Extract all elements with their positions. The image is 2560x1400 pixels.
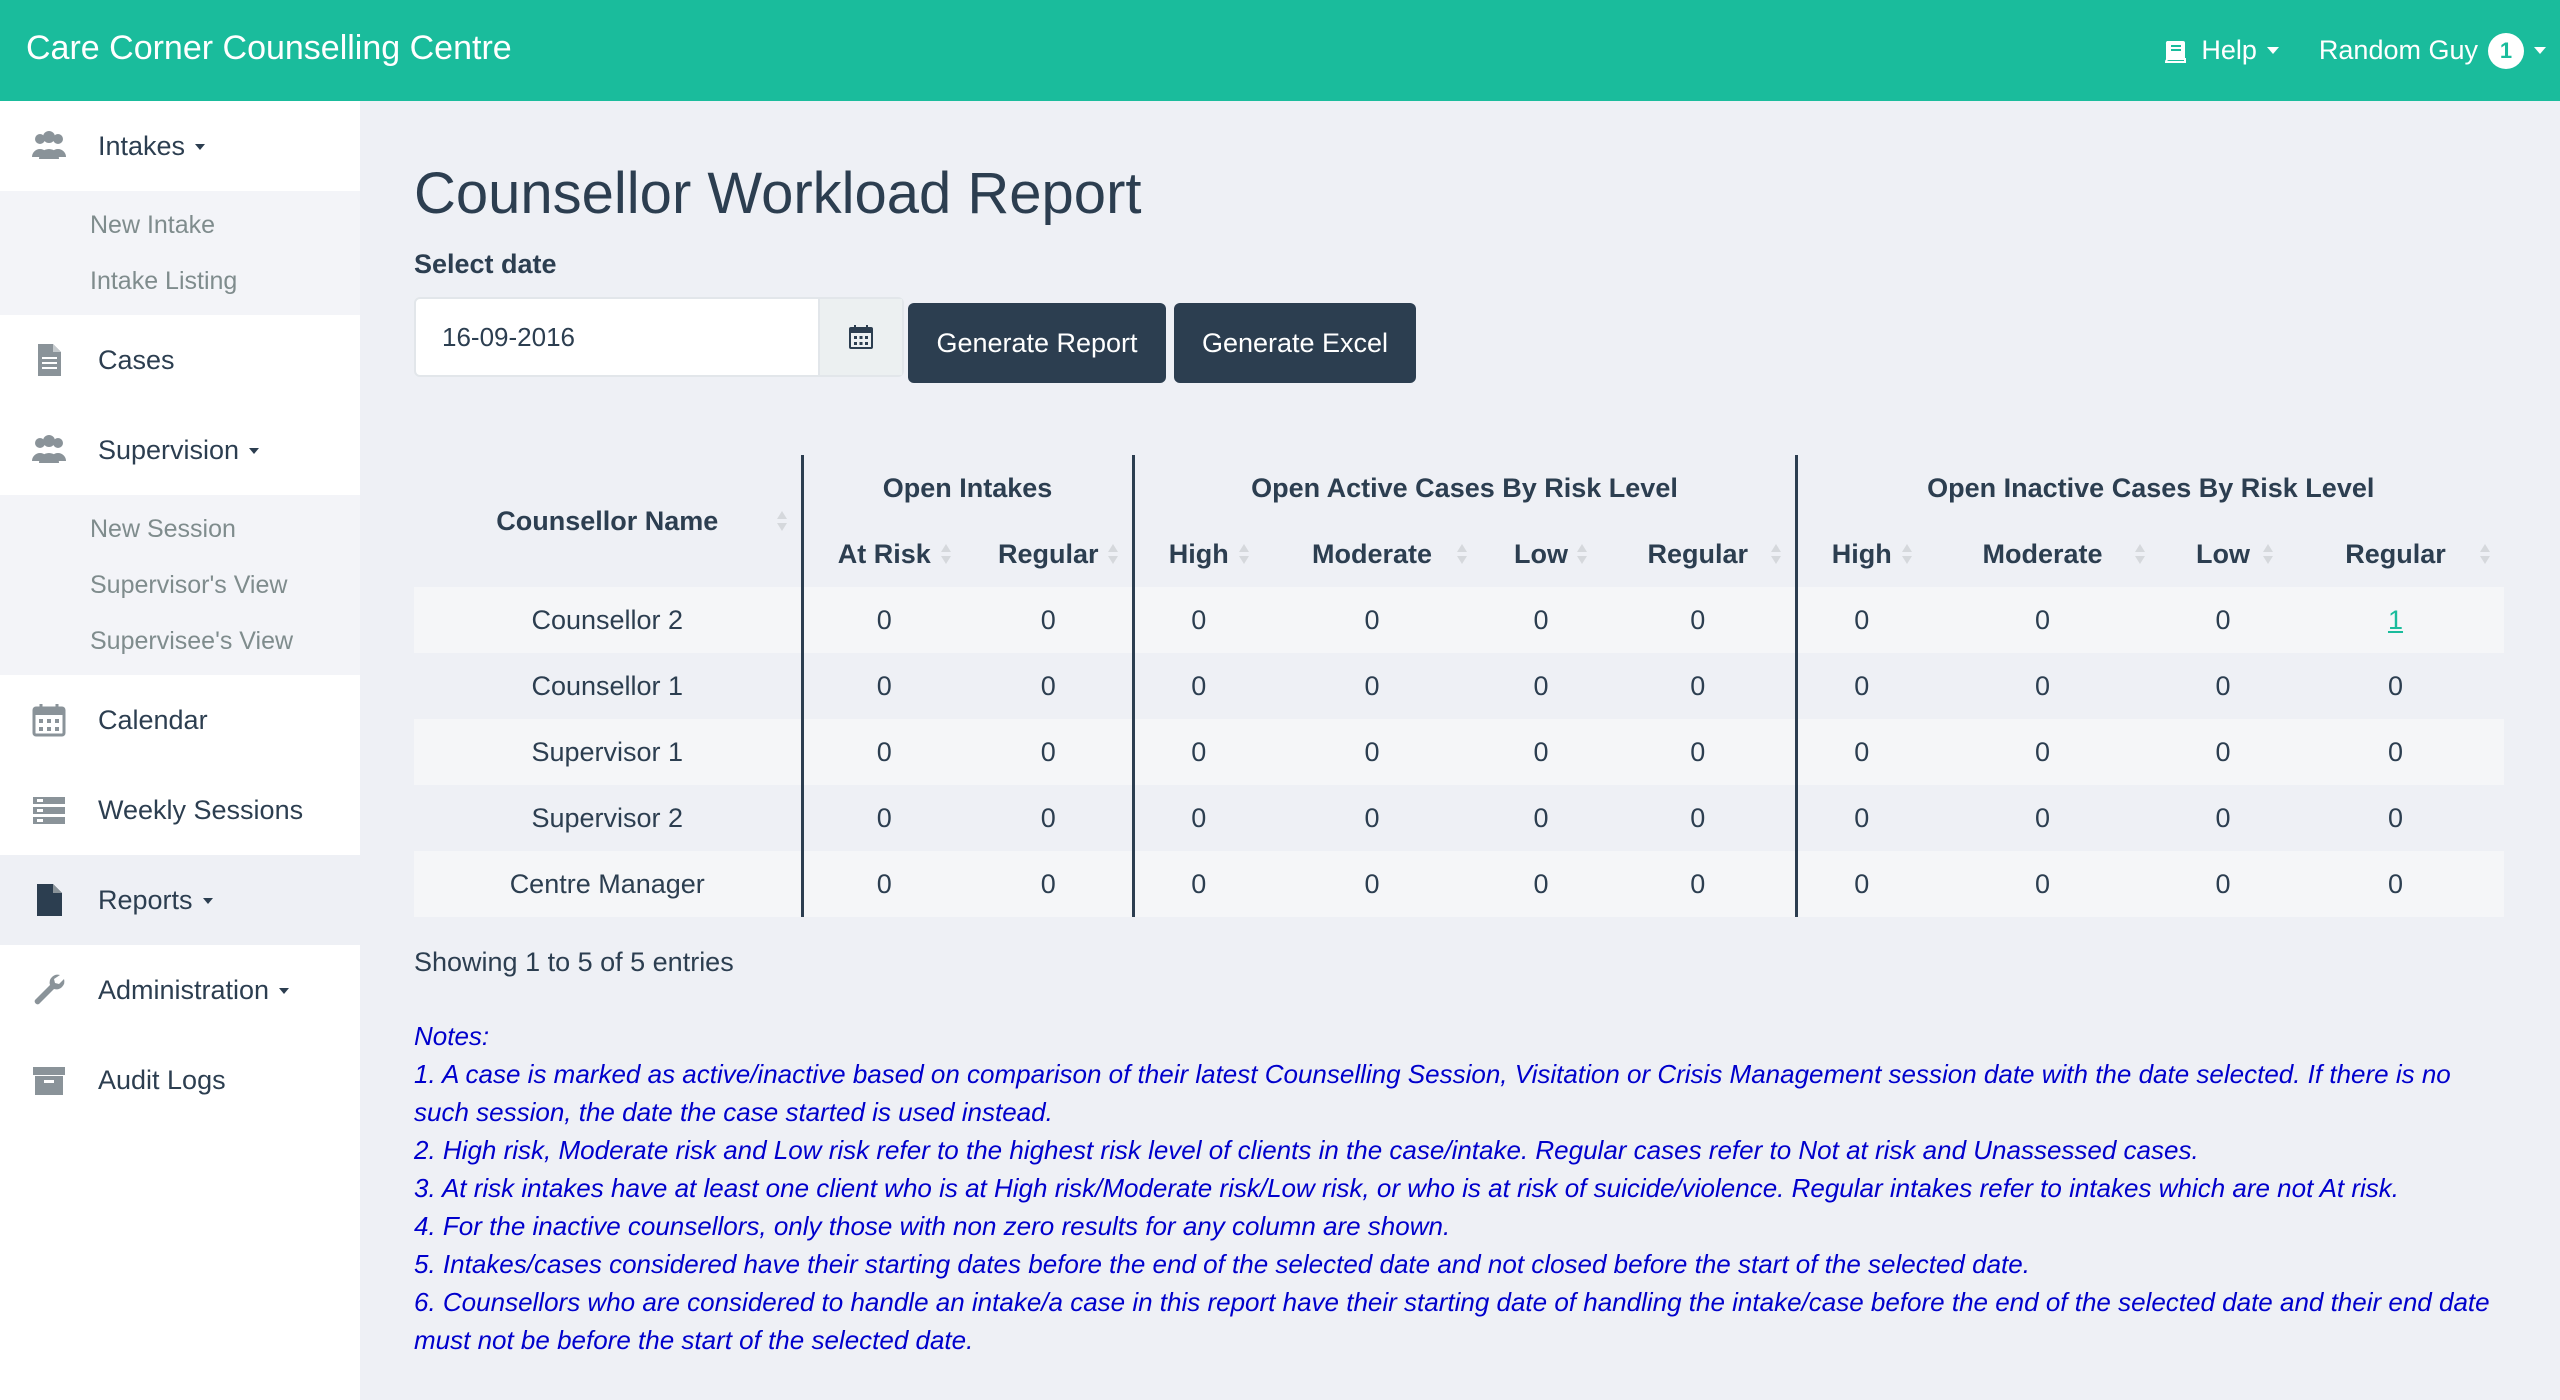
wrench-icon: [30, 971, 68, 1009]
supervision-submenu: [0, 495, 360, 675]
cell-value: 0: [2159, 851, 2287, 917]
calendar-icon: [848, 324, 874, 350]
sidebar-item-label: Calendar: [98, 704, 208, 735]
date-label: Select date: [414, 249, 557, 279]
cell-counsellor-name: Counsellor 2: [414, 587, 802, 653]
sidebar-item-label: Cases: [98, 344, 175, 375]
column-header-active-regular[interactable]: Regular: [1601, 521, 1796, 587]
main-content: [360, 101, 2560, 1400]
cell-value: 0: [1601, 587, 1796, 653]
cell-value: 0: [802, 653, 965, 719]
user-name: Random Guy: [2318, 35, 2478, 65]
cell-value: 0: [1796, 851, 1926, 917]
cell-value: 0: [2287, 653, 2504, 719]
workload-table: [414, 455, 2504, 917]
cell-value: 0: [1133, 587, 1263, 653]
sidebar-item-label: Supervision: [98, 434, 240, 465]
sort-icon: [1769, 542, 1783, 566]
sidebar: [0, 101, 360, 1400]
cell-value: 0: [1796, 719, 1926, 785]
users-icon: [30, 431, 68, 469]
column-header-inactive-regular[interactable]: Regular: [2287, 521, 2504, 587]
user-menu[interactable]: [2319, 33, 2546, 69]
note-item: 6. Counsellors who are considered to handle an intake/a case in this report have their starting date of handling the intake/case before the end of the selected date and their end date must not be before the start of the selected date.: [414, 1287, 2490, 1355]
sidebar-item-cases[interactable]: [0, 315, 360, 405]
cell-counsellor-name: Supervisor 2: [414, 785, 802, 851]
cell-value: 0: [2159, 587, 2287, 653]
chevron-down-icon: [203, 898, 213, 904]
date-picker-button[interactable]: [818, 299, 902, 375]
cell-value: 0: [965, 587, 1133, 653]
cell-value: 0: [1926, 653, 2159, 719]
sidebar-item-weekly-sessions[interactable]: [0, 765, 360, 855]
cell-value: 0: [2287, 851, 2504, 917]
chevron-down-icon: [195, 144, 205, 150]
cell-value: 0: [2159, 653, 2287, 719]
cell-value: 0: [2287, 785, 2504, 851]
help-menu[interactable]: [2161, 35, 2279, 66]
column-header-inactive-low[interactable]: Low: [2159, 521, 2287, 587]
table-row: [414, 785, 2504, 851]
sidebar-subitem-supervisees-view[interactable]: Supervisee's View: [90, 627, 294, 655]
sidebar-item-reports[interactable]: [0, 855, 360, 945]
file-icon: [30, 881, 68, 919]
intakes-submenu: [0, 191, 360, 315]
case-count-link[interactable]: 1: [2387, 604, 2404, 635]
sidebar-item-audit-logs[interactable]: [0, 1035, 360, 1125]
sidebar-item-label: Administration: [98, 974, 270, 1005]
list-icon: [30, 791, 68, 829]
cell-value-link-cell: [2287, 587, 2504, 653]
notification-badge: 1: [2488, 33, 2524, 69]
column-header-active-high[interactable]: High: [1133, 521, 1263, 587]
cell-value: 0: [1133, 719, 1263, 785]
cell-counsellor-name: Centre Manager: [414, 851, 802, 917]
sort-icon: [2478, 542, 2492, 566]
cell-value: 0: [1796, 587, 1926, 653]
chevron-down-icon: [249, 448, 259, 454]
note-item: 1. A case is marked as active/inactive based on comparison of their latest Counselling Session, Visitation or Crisis Management session date with the date selected. If there is no such session, the date the case started is used instead.: [414, 1059, 2451, 1127]
sidebar-item-calendar[interactable]: [0, 675, 360, 765]
sort-icon: [1575, 542, 1589, 566]
document-icon: [30, 341, 68, 379]
column-header-active-low[interactable]: Low: [1481, 521, 1601, 587]
sort-icon: [775, 509, 789, 533]
column-header-counsellor-name[interactable]: Counsellor Name: [414, 455, 802, 587]
cell-value: 0: [1926, 587, 2159, 653]
cell-value: 0: [1796, 785, 1926, 851]
sidebar-subitem-supervisors-view[interactable]: Supervisor's View: [90, 571, 288, 599]
cell-value: 0: [1481, 653, 1601, 719]
cell-value: 0: [1926, 719, 2159, 785]
brand-title[interactable]: Care Corner Counselling Centre: [26, 29, 512, 67]
date-input[interactable]: [416, 299, 820, 375]
navbar-right: [2161, 0, 2560, 101]
chevron-down-icon: [2267, 47, 2279, 54]
cell-value: 0: [802, 785, 965, 851]
cell-value: 0: [1481, 785, 1601, 851]
generate-report-button[interactable]: Generate Report: [908, 303, 1166, 383]
column-header-intakes-regular[interactable]: Regular: [965, 521, 1133, 587]
table-row: [414, 719, 2504, 785]
sort-icon: [1237, 542, 1251, 566]
sidebar-subitem-new-session[interactable]: New Session: [90, 515, 236, 543]
cell-value: 0: [1926, 785, 2159, 851]
sort-icon: [1455, 542, 1469, 566]
cell-value: 0: [2159, 719, 2287, 785]
users-icon: [30, 127, 68, 165]
note-item: 5. Intakes/cases considered have their starting dates before the end of the selected date and not closed before the start of the selected date.: [414, 1249, 2030, 1279]
cell-value: 0: [1601, 851, 1796, 917]
sort-icon: [939, 542, 953, 566]
note-item: 2. High risk, Moderate risk and Low risk refer to the highest risk level of clients in the case/intake. Regular cases refer to Not at risk and Unassessed cases.: [414, 1135, 2199, 1165]
cell-value: 0: [1263, 719, 1481, 785]
cell-counsellor-name: Counsellor 1: [414, 653, 802, 719]
column-header-active-moderate[interactable]: Moderate: [1263, 521, 1481, 587]
sidebar-subitem-new-intake[interactable]: New Intake: [90, 211, 216, 239]
cell-value: 0: [1263, 587, 1481, 653]
header-group-inactive-cases: Open Inactive Cases By Risk Level: [1796, 455, 2504, 521]
cell-counsellor-name: Supervisor 1: [414, 719, 802, 785]
table-row: [414, 653, 2504, 719]
sidebar-item-label: Weekly Sessions: [98, 794, 304, 825]
cell-value: 0: [1601, 719, 1796, 785]
column-header-inactive-high[interactable]: High: [1796, 521, 1926, 587]
sidebar-item-label: Intakes: [98, 130, 186, 161]
archive-icon: [30, 1061, 68, 1099]
cell-value: 0: [802, 587, 965, 653]
note-item: 3. At risk intakes have at least one client who is at High risk/Moderate risk/Low risk, or who is at risk of suicide/violence. Regular intakes refer to intakes which are not At risk.: [414, 1173, 2400, 1203]
sort-icon: [2261, 542, 2275, 566]
cell-value: 0: [965, 785, 1133, 851]
cell-value: 0: [965, 653, 1133, 719]
header-group-open-intakes: Open Intakes: [802, 455, 1133, 521]
sort-icon: [1106, 542, 1120, 566]
sidebar-item-label: Reports: [98, 884, 193, 915]
sidebar-item-supervision[interactable]: [0, 405, 360, 495]
table-row: [414, 851, 2504, 917]
notes-heading: Notes:: [414, 1021, 490, 1051]
cell-value: 0: [1263, 851, 1481, 917]
cell-value: 0: [1263, 653, 1481, 719]
cell-value: 0: [1133, 785, 1263, 851]
cell-value: 0: [1481, 719, 1601, 785]
cell-value: 0: [965, 719, 1133, 785]
cell-value: 0: [2287, 719, 2504, 785]
note-item: 4. For the inactive counsellors, only those with non zero results for any column are shown.: [414, 1211, 1451, 1241]
cell-value: 0: [1481, 587, 1601, 653]
book-icon: [2161, 37, 2189, 65]
top-navbar: [0, 0, 2560, 101]
cell-value: 0: [1601, 785, 1796, 851]
date-picker: [414, 297, 904, 377]
table-row: [414, 587, 2504, 653]
cell-value: 0: [802, 719, 965, 785]
report-notes: [414, 1017, 2504, 1359]
cell-value: 0: [1481, 851, 1601, 917]
sort-icon: [2133, 542, 2147, 566]
cell-value: 0: [1926, 851, 2159, 917]
column-header-intakes-at-risk[interactable]: At Risk: [802, 521, 965, 587]
header-group-active-cases: Open Active Cases By Risk Level: [1133, 455, 1796, 521]
cell-value: 0: [2159, 785, 2287, 851]
table-entries-info: Showing 1 to 5 of 5 entries: [414, 947, 734, 977]
chevron-down-icon: [2534, 47, 2546, 54]
column-header-inactive-moderate[interactable]: Moderate: [1926, 521, 2159, 587]
cell-value: 0: [1601, 653, 1796, 719]
sidebar-subitem-intake-listing[interactable]: Intake Listing: [90, 267, 238, 295]
cell-value: 0: [1263, 785, 1481, 851]
sidebar-item-intakes[interactable]: [0, 101, 360, 191]
calendar-icon: [30, 701, 68, 739]
sidebar-item-label: Audit Logs: [98, 1064, 226, 1095]
cell-value: 0: [1133, 653, 1263, 719]
cell-value: 0: [802, 851, 965, 917]
sort-icon: [1900, 542, 1914, 566]
sidebar-item-administration[interactable]: [0, 945, 360, 1035]
cell-value: 0: [965, 851, 1133, 917]
help-label: Help: [2201, 35, 2257, 65]
chevron-down-icon: [279, 988, 289, 994]
generate-excel-button[interactable]: Generate Excel: [1174, 303, 1416, 383]
page-title: Counsellor Workload Report: [414, 161, 1142, 226]
cell-value: 0: [1133, 851, 1263, 917]
cell-value: 0: [1796, 653, 1926, 719]
